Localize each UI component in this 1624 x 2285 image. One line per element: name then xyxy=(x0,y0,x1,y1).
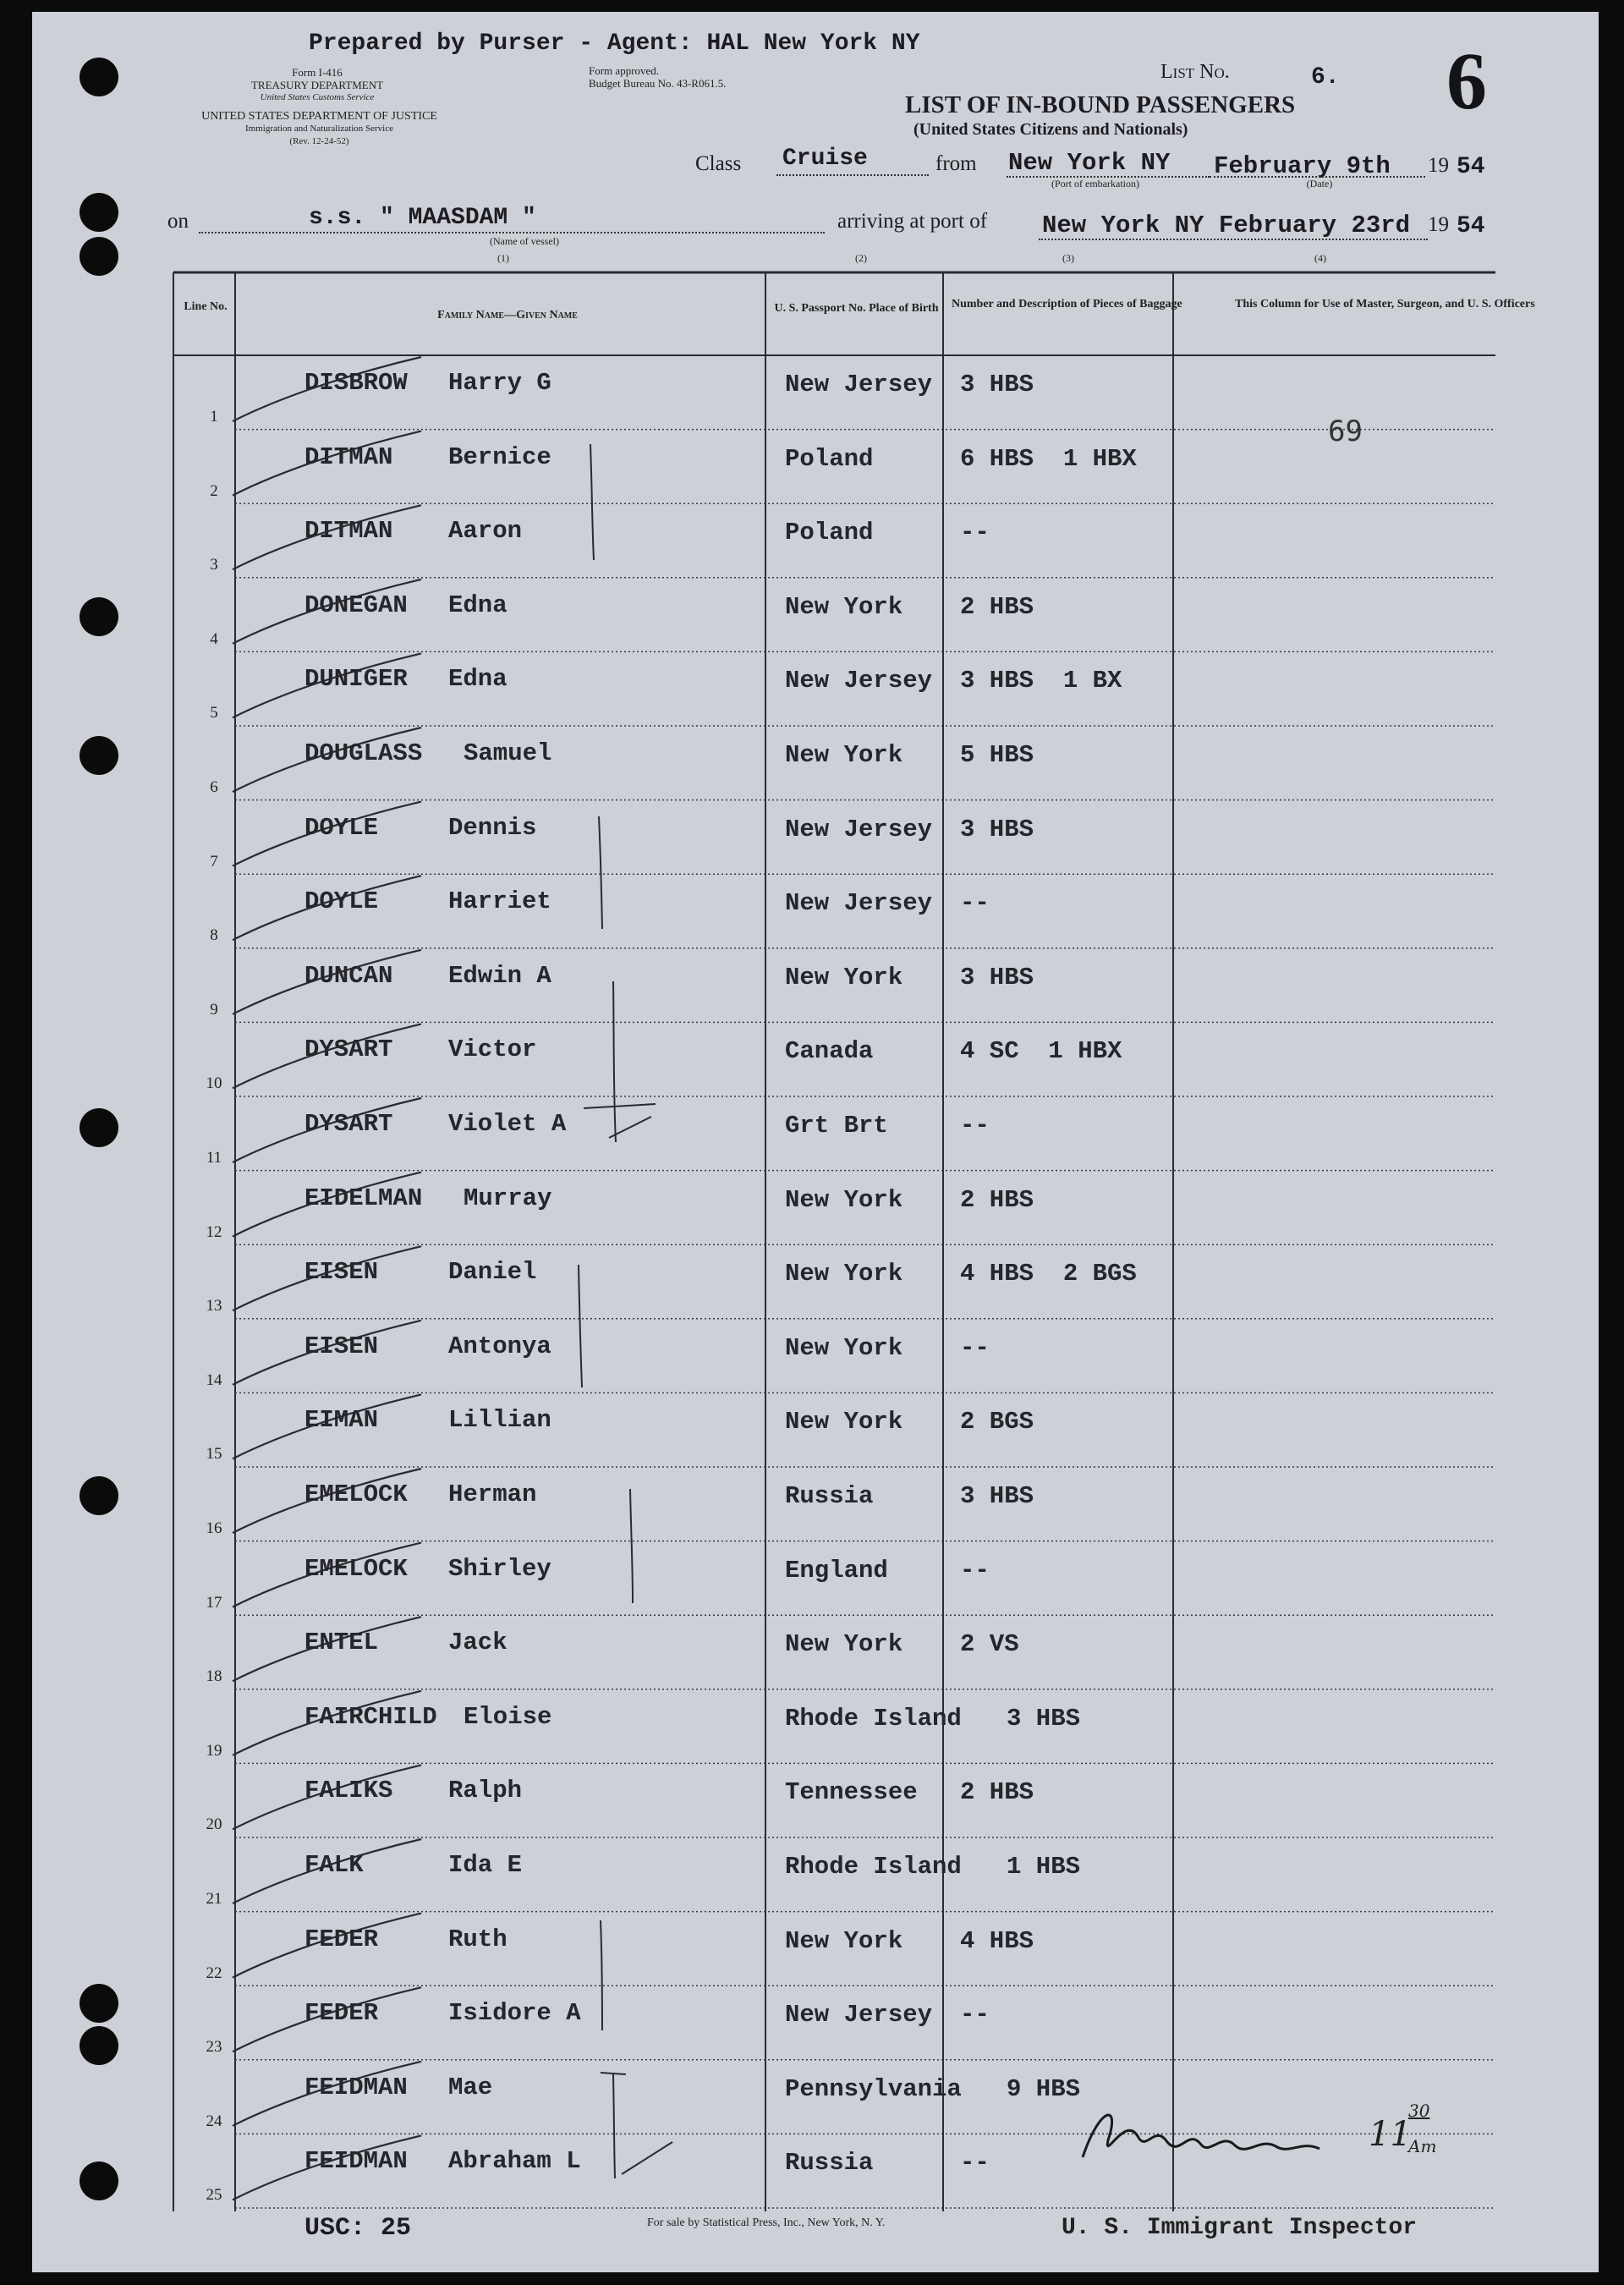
baggage: 2 HBS xyxy=(960,1185,1034,1214)
signature-time-minutes: 30 xyxy=(1408,2101,1430,2121)
class-label: Class xyxy=(695,152,742,175)
line-number: 11 xyxy=(206,1149,222,1167)
family-name: DYSART xyxy=(304,1110,393,1138)
line-number: 12 xyxy=(206,1222,222,1241)
arrival-year-suffix: 54 xyxy=(1457,213,1485,239)
given-name: Isidore A xyxy=(448,1999,581,2028)
line-number: 17 xyxy=(206,1593,222,1612)
given-name: Eloise xyxy=(464,1702,552,1731)
baggage: -- xyxy=(960,889,990,918)
birth-place: Russia xyxy=(785,1482,874,1510)
family-name: EIDELMAN xyxy=(304,1184,423,1212)
date-caption: (Date) xyxy=(1306,178,1333,190)
class-value: Cruise xyxy=(782,146,868,172)
birth-place: Pennsylvania xyxy=(785,2074,962,2103)
baggage: 3 HBS xyxy=(960,815,1034,843)
line-number: 20 xyxy=(206,1815,222,1834)
birth-place: Grt Brt xyxy=(785,1112,888,1140)
list-title: LIST OF IN-BOUND PASSENGERS xyxy=(905,91,1296,118)
baggage: -- xyxy=(960,1556,990,1585)
baggage: 3 HBS xyxy=(1007,1704,1081,1733)
vessel-caption: (Name of vessel) xyxy=(490,235,559,247)
family-name: FEIDMAN xyxy=(304,2147,408,2176)
family-name: FEDER xyxy=(304,1925,379,1953)
given-name: Edwin A xyxy=(448,961,551,990)
line-number: 13 xyxy=(206,1297,222,1316)
family-name: FEIDMAN xyxy=(304,2073,408,2101)
family-name: DUNIGER xyxy=(304,665,408,694)
family-name: FALIKS xyxy=(304,1777,393,1805)
revision-label: (Rev. 12-24-52) xyxy=(289,136,349,146)
family-name: EMELOCK xyxy=(304,1554,408,1583)
birth-place: New York xyxy=(785,1408,903,1436)
baggage: 4 HBS 2 BGS xyxy=(960,1260,1137,1288)
birth-place: Russia xyxy=(785,2149,874,2178)
line-number: 7 xyxy=(210,852,218,871)
family-name: FALK xyxy=(304,1851,364,1879)
line-number: 8 xyxy=(210,926,218,945)
line-number: 21 xyxy=(206,1890,222,1908)
line-number: 4 xyxy=(210,629,218,648)
birth-place: New York xyxy=(785,741,903,769)
vessel-name: s.s. " MAASDAM " xyxy=(309,205,536,231)
given-name: Bernice xyxy=(448,442,551,471)
baggage: 3 HBS xyxy=(960,1482,1034,1510)
form-approved: Form approved. xyxy=(589,64,660,77)
given-name: Lillian xyxy=(448,1406,551,1435)
col-header-baggage: Number and Description of Pieces of Baggage xyxy=(952,298,1182,310)
baggage: 6 HBS 1 HBX xyxy=(960,444,1137,473)
col-num-1: (1) xyxy=(497,252,509,264)
arrival-port-date: New York NY February 23rd xyxy=(1042,211,1411,239)
usc-count: USC: 25 xyxy=(304,2214,412,2243)
line-number: 25 xyxy=(206,2186,222,2205)
given-name: Ruth xyxy=(448,1925,508,1953)
budget-bureau: Budget Bureau No. 43-R061.5. xyxy=(589,77,727,90)
given-name: Murray xyxy=(464,1184,552,1212)
family-name: DITMAN xyxy=(304,517,393,546)
line-number: 10 xyxy=(206,1074,222,1093)
form-number: Form I-416 xyxy=(292,66,343,79)
list-big-number: 6 xyxy=(1446,36,1487,126)
baggage: 1 HBS xyxy=(1007,1853,1081,1881)
birth-place: New Jersey xyxy=(785,889,933,918)
given-name: Harriet xyxy=(448,887,551,916)
port-caption: (Port of embarkation) xyxy=(1051,178,1139,190)
col-header-officers: This Column for Use of Master, Surgeon, and U. S. Officers xyxy=(1235,298,1535,310)
line-number: 15 xyxy=(206,1445,222,1464)
given-name: Dennis xyxy=(448,813,537,842)
list-no-value: 6. xyxy=(1311,64,1340,91)
baggage: 5 HBS xyxy=(960,741,1034,769)
birth-place: New York xyxy=(785,592,903,621)
baggage: -- xyxy=(960,2001,990,2030)
family-name: ENTEL xyxy=(304,1629,379,1657)
line-number: 3 xyxy=(210,556,218,574)
list-no-label: List No. xyxy=(1160,61,1230,83)
baggage: 3 HBS 1 BX xyxy=(960,667,1122,695)
given-name: Daniel xyxy=(448,1258,537,1287)
baggage: 3 HBS xyxy=(960,963,1034,991)
birth-place: Poland xyxy=(785,519,874,547)
printer-note: For sale by Statistical Press, Inc., New York, N. Y. xyxy=(647,2216,886,2229)
baggage: -- xyxy=(960,1333,990,1362)
birth-place: England xyxy=(785,1556,888,1585)
baggage: 4 SC 1 HBX xyxy=(960,1037,1122,1066)
baggage: -- xyxy=(960,2149,990,2178)
signature-time-ampm: Am xyxy=(1408,2136,1437,2156)
family-name: DITMAN xyxy=(304,442,393,471)
officer-note: 69 xyxy=(1328,415,1363,448)
line-number: 16 xyxy=(206,1519,222,1537)
family-name: DONEGAN xyxy=(304,590,408,619)
given-name: Ralph xyxy=(448,1777,523,1805)
year-suffix: 54 xyxy=(1457,154,1485,180)
given-name: Victor xyxy=(448,1035,537,1064)
given-name: Samuel xyxy=(464,739,552,767)
line-number: 6 xyxy=(210,778,218,796)
given-name: Harry G xyxy=(448,369,551,397)
col-num-2: (2) xyxy=(855,252,867,264)
prepared-by: Prepared by Purser - Agent: HAL New York NY xyxy=(309,30,920,57)
baggage: 2 VS xyxy=(960,1630,1019,1659)
baggage: 2 BGS xyxy=(960,1408,1034,1436)
line-number: 22 xyxy=(206,1964,222,1982)
birth-place: Canada xyxy=(785,1037,874,1066)
family-name: DOUGLASS xyxy=(304,739,423,767)
col-header-name: Family Name—Given Name xyxy=(437,309,578,321)
given-name: Mae xyxy=(448,2073,493,2101)
line-number: 23 xyxy=(206,2038,222,2057)
col-num-3: (3) xyxy=(1062,252,1074,264)
line-number: 1 xyxy=(210,408,218,426)
departure-date: February 9th xyxy=(1214,152,1391,180)
birth-place: New Jersey xyxy=(785,2001,933,2030)
birth-place: New Jersey xyxy=(785,667,933,695)
family-name: DYSART xyxy=(304,1035,393,1064)
line-number: 18 xyxy=(206,1667,222,1686)
family-name: DOYLE xyxy=(304,887,379,916)
birth-place: New York xyxy=(785,1926,903,1955)
family-name: FAIRCHILD xyxy=(304,1702,437,1731)
given-name: Ida E xyxy=(448,1851,523,1879)
birth-place: New York xyxy=(785,1260,903,1288)
birth-place: Rhode Island xyxy=(785,1704,962,1733)
line-number: 2 xyxy=(210,481,218,500)
birth-place: Rhode Island xyxy=(785,1853,962,1881)
birth-place: Poland xyxy=(785,444,874,473)
signature-time: 11 xyxy=(1369,2115,1412,2154)
given-name: Violet A xyxy=(448,1110,567,1138)
baggage: 2 HBS xyxy=(960,1778,1034,1807)
family-name: DISBROW xyxy=(304,369,408,397)
line-number: 24 xyxy=(206,2112,222,2130)
year-prefix: 19 xyxy=(1428,154,1449,177)
family-name: EIMAN xyxy=(304,1406,379,1435)
immigration-label: Immigration and Naturalization Service xyxy=(244,124,394,134)
baggage: 3 HBS xyxy=(960,371,1034,398)
arrival-year-prefix: 19 xyxy=(1428,213,1449,236)
baggage: -- xyxy=(960,1112,990,1140)
birth-place: New York xyxy=(785,1630,903,1659)
birth-place: New Jersey xyxy=(785,815,933,843)
baggage: -- xyxy=(960,519,990,547)
customs-label: United States Customs Service xyxy=(260,92,375,102)
col-header-line-no: Line No. xyxy=(184,300,228,313)
family-name: EISEN xyxy=(304,1258,379,1287)
birth-place: New York xyxy=(785,1185,903,1214)
given-name: Abraham L xyxy=(448,2147,581,2176)
baggage: 9 HBS xyxy=(1007,2074,1081,2103)
inspector-signature xyxy=(1074,2090,1345,2183)
family-name: EISEN xyxy=(304,1332,379,1360)
on-label: on xyxy=(167,210,189,233)
given-name: Antonya xyxy=(448,1332,551,1360)
list-subtitle: (United States Citizens and Nationals) xyxy=(914,120,1188,139)
birth-place: New Jersey xyxy=(785,371,933,398)
inspector-title: U. S. Immigrant Inspector xyxy=(1062,2215,1418,2241)
baggage: 4 HBS xyxy=(960,1926,1034,1955)
given-name: Edna xyxy=(448,590,508,619)
baggage: 2 HBS xyxy=(960,592,1034,621)
col-header-passport: U. S. Passport No. Place of Birth xyxy=(774,302,939,315)
line-number: 5 xyxy=(210,704,218,722)
arriving-label: arriving at port of xyxy=(837,210,988,233)
line-number: 14 xyxy=(206,1370,222,1389)
line-number: 9 xyxy=(210,1000,218,1019)
family-name: EMELOCK xyxy=(304,1480,408,1508)
line-number: 19 xyxy=(206,1741,222,1760)
given-name: Edna xyxy=(448,665,508,694)
port-embarkation: New York NY xyxy=(1008,149,1171,177)
birth-place: New York xyxy=(785,1333,903,1362)
treasury-label: TREASURY DEPARTMENT xyxy=(250,79,384,91)
col-num-4: (4) xyxy=(1314,252,1326,264)
given-name: Herman xyxy=(448,1480,537,1508)
given-name: Jack xyxy=(448,1629,508,1657)
family-name: DUNCAN xyxy=(304,961,393,990)
given-name: Aaron xyxy=(448,517,523,546)
family-name: FEDER xyxy=(304,1999,379,2028)
birth-place: New York xyxy=(785,963,903,991)
given-name: Shirley xyxy=(448,1554,551,1583)
justice-label: UNITED STATES DEPARTMENT OF JUSTICE xyxy=(201,110,437,123)
family-name: DOYLE xyxy=(304,813,379,842)
from-label: from xyxy=(935,152,977,175)
birth-place: Tennessee xyxy=(785,1778,918,1807)
